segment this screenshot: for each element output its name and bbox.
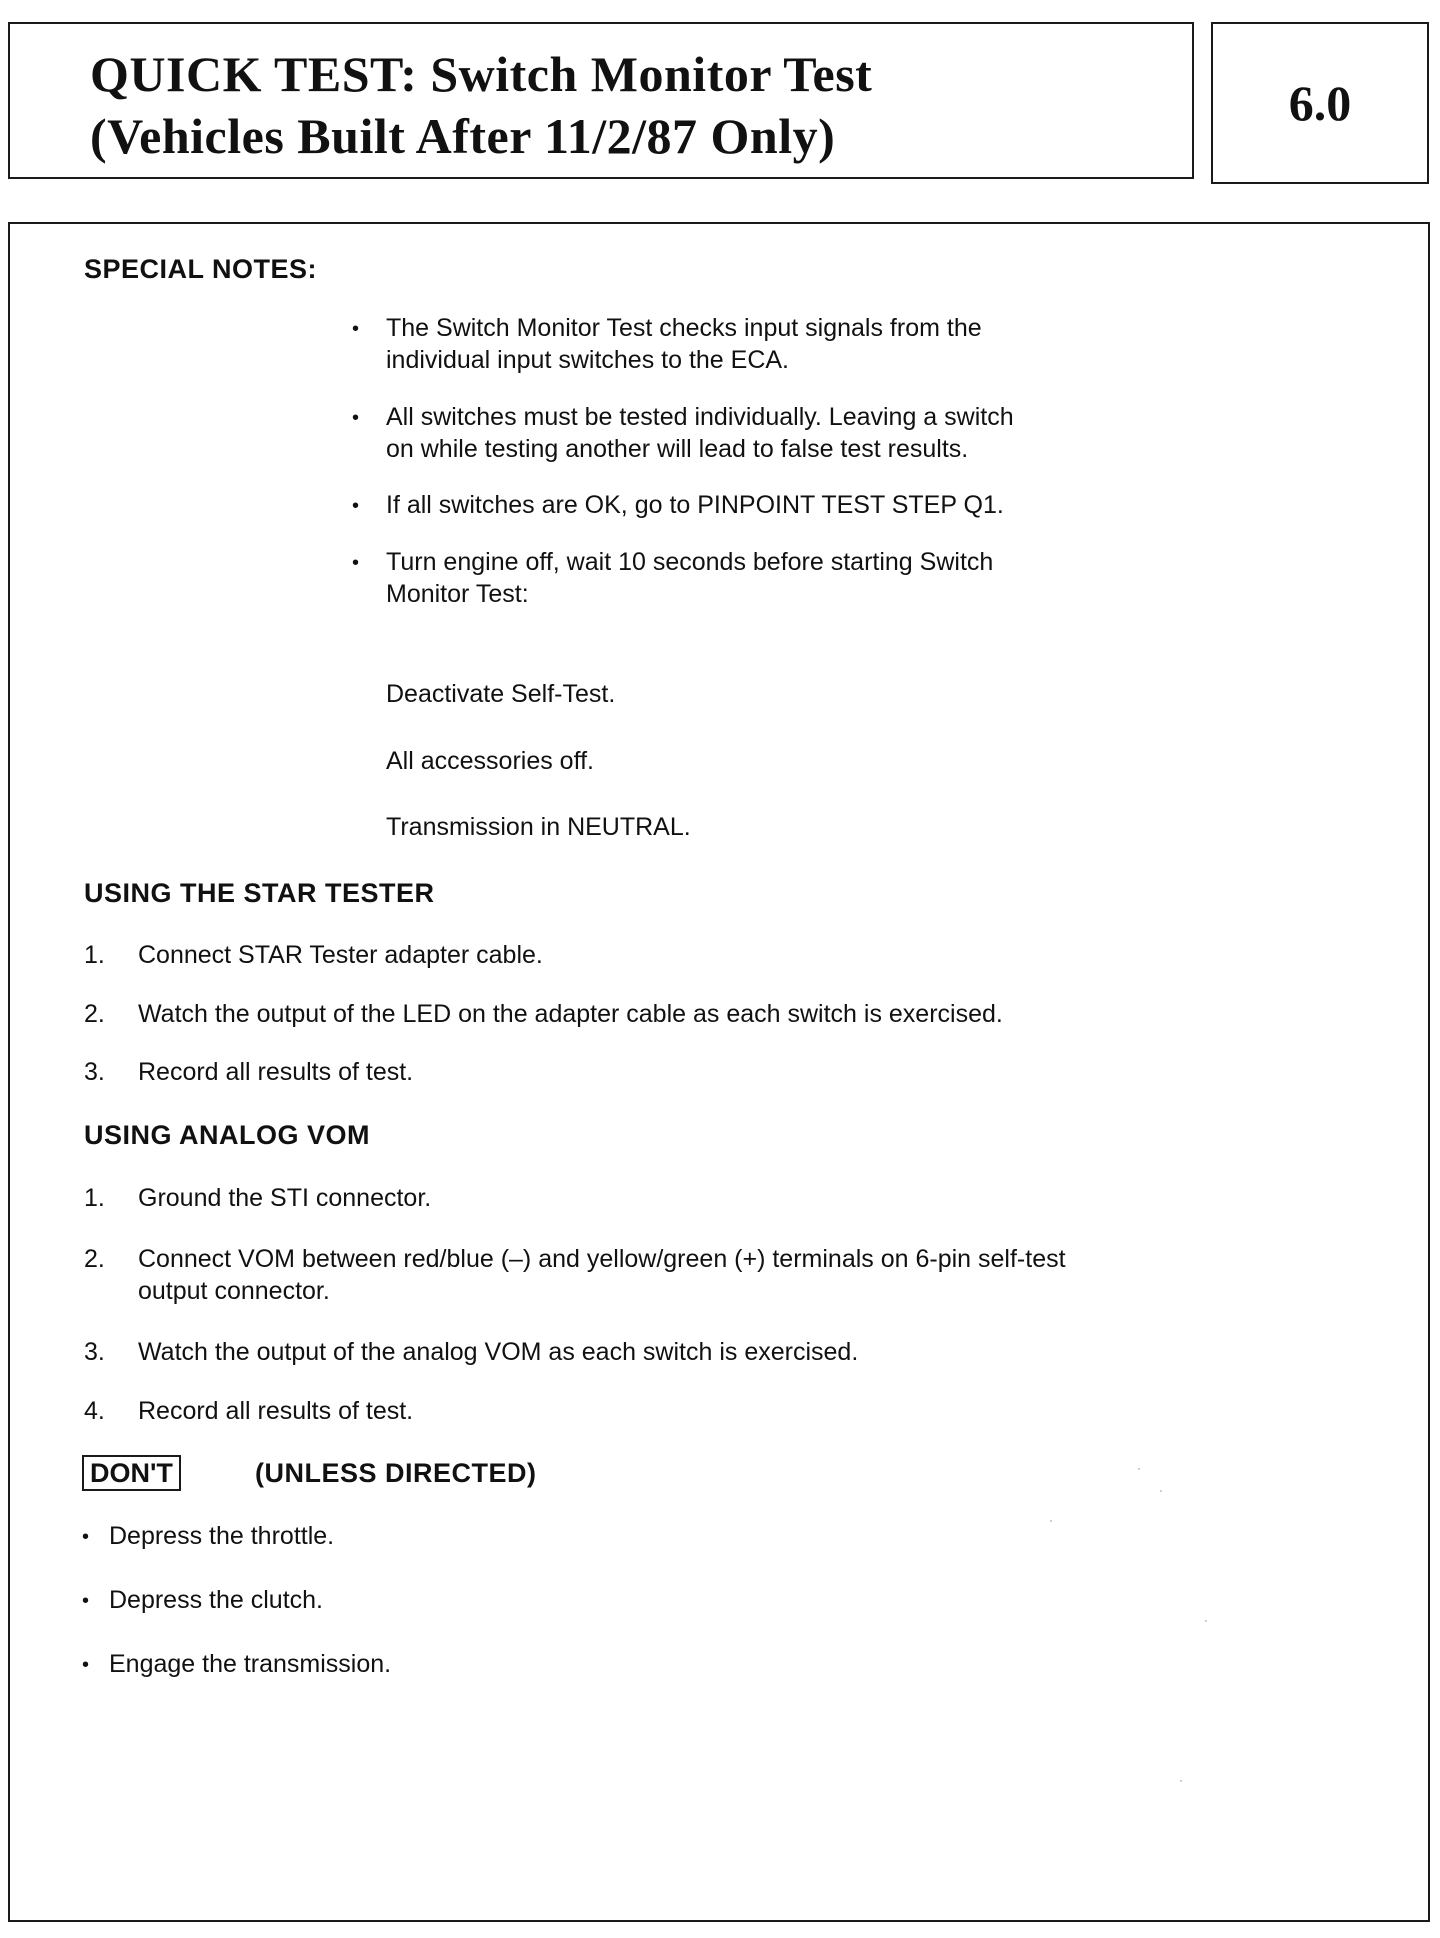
dont-item-transmission: Engage the transmission. <box>109 1650 392 1678</box>
star-tester-heading: USING THE STAR TESTER <box>84 878 435 908</box>
star-step-3: Record all results of test. <box>138 1058 414 1086</box>
vom-step-2-line-1: Connect VOM between red/blue (–) and yellow/green (+) terminals on 6-pin self-test <box>138 1245 1066 1273</box>
scan-speck <box>1138 1468 1140 1470</box>
section-number-box <box>1211 22 1429 184</box>
step-number: 2. <box>84 1000 105 1028</box>
scan-speck <box>1050 1520 1052 1522</box>
sub-item-transmission: Transmission in NEUTRAL. <box>386 813 691 841</box>
step-number: 3. <box>84 1338 105 1366</box>
step-number: 3. <box>84 1058 105 1086</box>
scan-speck <box>1180 1780 1182 1782</box>
step-number: 4. <box>84 1397 105 1425</box>
scan-speck <box>1160 1490 1162 1492</box>
vom-step-3: Watch the output of the analog VOM as each switch is exercised. <box>138 1338 859 1366</box>
scan-speck <box>1205 1620 1207 1622</box>
dont-item-clutch: Depress the clutch. <box>109 1586 323 1614</box>
page-title-line-1: QUICK TEST: Switch Monitor Test <box>90 46 873 102</box>
note-4-line-1: Turn engine off, wait 10 seconds before starting Switch <box>386 548 994 576</box>
bullet-dot-icon: • <box>352 495 360 517</box>
star-step-1: Connect STAR Tester adapter cable. <box>138 941 543 969</box>
vom-step-2-line-2: output connector. <box>138 1277 330 1305</box>
dont-label: DON'T <box>82 1455 181 1491</box>
bullet-dot-icon: • <box>82 1654 90 1676</box>
dont-qualifier: (UNLESS DIRECTED) <box>255 1458 537 1488</box>
bullet-dot-icon: • <box>82 1526 90 1548</box>
analog-vom-heading: USING ANALOG VOM <box>84 1120 371 1150</box>
note-3-line-1: If all switches are OK, go to PINPOINT TEST STEP Q1. <box>386 491 1004 519</box>
note-2-line-2: on while testing another will lead to false test results. <box>386 435 969 463</box>
note-1-line-1: The Switch Monitor Test checks input signals from the <box>386 314 982 342</box>
page-title-line-2: (Vehicles Built After 11/2/87 Only) <box>90 108 836 164</box>
bullet-dot-icon: • <box>352 552 360 574</box>
special-notes-heading: SPECIAL NOTES: <box>84 254 318 284</box>
note-2-line-1: All switches must be tested individually. Leaving a switch <box>386 403 1014 431</box>
step-number: 1. <box>84 1184 105 1212</box>
step-number: 2. <box>84 1245 105 1273</box>
bullet-dot-icon: • <box>352 407 360 429</box>
sub-item-accessories: All accessories off. <box>386 747 594 775</box>
step-number: 1. <box>84 941 105 969</box>
title-box <box>8 22 1194 179</box>
star-step-2: Watch the output of the LED on the adapter cable as each switch is exercised. <box>138 1000 1003 1028</box>
note-4-line-2: Monitor Test: <box>386 580 529 608</box>
bullet-dot-icon: • <box>82 1590 90 1612</box>
vom-step-1: Ground the STI connector. <box>138 1184 432 1212</box>
bullet-dot-icon: • <box>352 318 360 340</box>
vom-step-4: Record all results of test. <box>138 1397 414 1425</box>
section-number: 6.0 <box>1288 75 1352 131</box>
dont-item-throttle: Depress the throttle. <box>109 1522 335 1550</box>
note-1-line-2: individual input switches to the ECA. <box>386 346 789 374</box>
sub-item-deactivate: Deactivate Self-Test. <box>386 680 616 708</box>
